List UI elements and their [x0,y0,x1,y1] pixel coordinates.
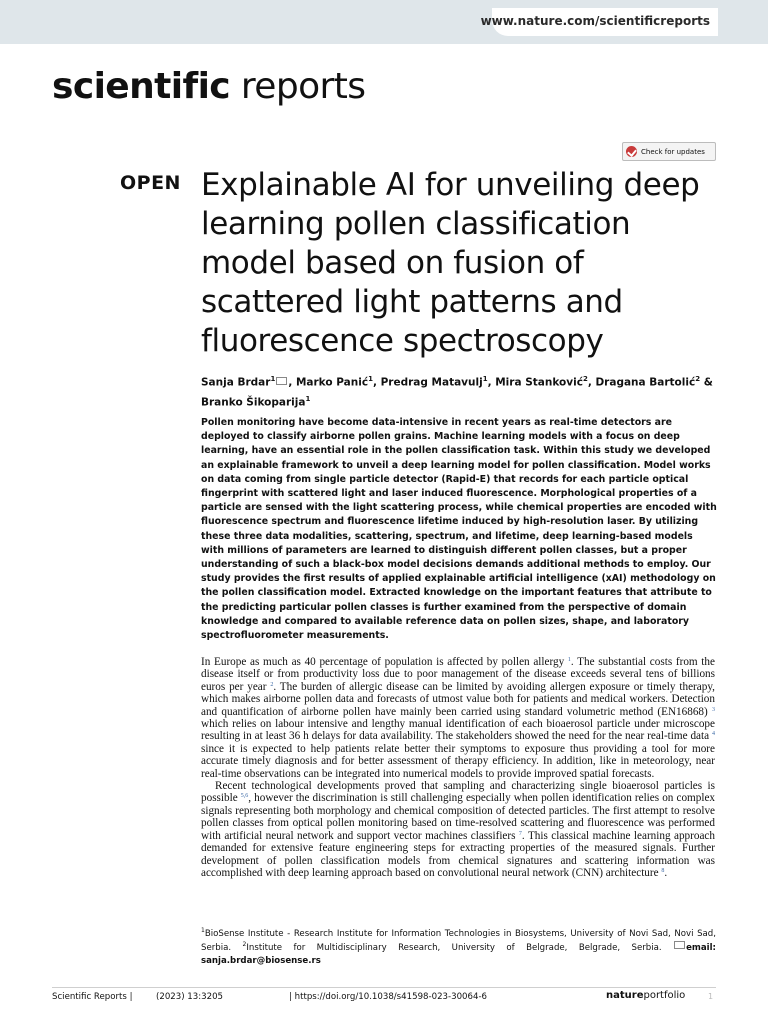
brand-rest: portfolio [643,990,686,1001]
brand-bold: nature [606,990,644,1001]
corresponding-email[interactable]: email: sanja.brdar@biosense.rs [201,943,716,966]
citation-link[interactable]: 8 [661,867,665,874]
abstract: Pollen monitoring have become data-intensive in recent years as real-time detectors are deployed to classify airborne pollen grains. Machine learning models with a focus on deep learning, have an essential role in the pollen classification task. Within this study we developed an explainable framework to unveil a deep learning model for pollen classification. Model works on data coming from single particle detector (Rapid-E) that records for each particle optical fingerprint with scattered light and laser induced fluorescence. Morphological properties of a particle are sensed with the light scattering process, while chemical properties are encoded with fluorescence spectrum and fluorescence lifetime induced by high-resolution laser. By utilizing these three data modalities, scattering, spectrum, and lifetime, deep learning-based models with millions of parameters are learned to distinguish different pollen classes, but a proper understanding of such a black-box model decisions demands additional methods to employ. Our study provides the first results of applied explainable artificial intelligence (xAI) methodology on the pollen classification model. Extracted knowledge on the important features that attribute to the predicting particular pollen classes is further examined from the perspective of domain knowledge and compared to available reference data on pollen sizes, shape, and laboratory spectrofluorometer measurements. [201,417,717,642]
affiliations: $^1$BioSense Institute - Research Institute for Information Technologies in Biosystems, University of Novi Sad, Novi Sad, Serbia. $^2$Institute for Multidisciplinary Research, University of Belgrade, Belgrade, Serbia. email: sanja.brdar@biosense.rs [201,927,716,966]
check-for-updates-label: Check for updates [641,147,705,156]
affiliation-mark: 1 [201,927,205,935]
check-for-updates-button[interactable] [622,142,716,161]
author-affiliation-mark: 1 [270,375,276,383]
author-affiliation-mark: 1 [482,375,488,383]
url-tab [480,8,718,36]
citation-link[interactable]: 2 [270,681,274,688]
author-name[interactable]: Sanja Brdar [201,376,271,389]
body-paragraph: In Europe as much as 40 percentage of population is affected by pollen allergy $^1$. The substantial costs from the disease itself or from productivity loss due to poor management of the disease exceeds several tens of billions euros per year $^2$. The burden of allergic disease can be limited by avoiding allergen exposure or timely therapy, which makes airborne pollen data and forecasts of utmost value both for patients and medical workers. Detection and quantification of airborne pollen have mainly been carried using standard volumetric method (EN16868) $^3$ which relies on labour intensive and lengthy manual identification of each bioaerosol particle under microscope resulting in at least 36 h delays for data availability. The stakeholders showed the need for the near real-time data $^4$ since it is expected to help patients relate better their symptoms to exposure thus providing a tool for more accurate timely diagnosis and for better assessment of therapy efficiency. In addition, like in meteorology, near real-time observations can be integrated into numerical models to provide improved spatial forecasts. [201,656,715,780]
nature-portfolio-logo [606,990,685,1001]
author-name[interactable]: Dragana Bartolić [595,376,696,389]
author-affiliation-mark: 2 [582,375,588,383]
check-circle-icon [626,146,637,157]
top-bar [0,0,768,44]
journal-logo[interactable] [52,66,365,107]
citation-link[interactable]: 4 [712,731,715,738]
article-title: Explainable AI for unveiling deep learning pollen classification model based on fusion of scattered light patterns and fluorescence spectroscopy [201,167,700,359]
journal-url-link[interactable]: www.nature.com/scientificreports [480,14,710,28]
page-number: 1 [708,992,714,1001]
affiliation-mark: 2 [242,941,247,949]
journal-logo-bold: scientific [52,66,231,107]
author-affiliation-mark: 1 [368,375,373,383]
envelope-icon[interactable] [276,377,287,385]
author-affiliation-mark: 2 [695,375,701,383]
journal-logo-rest: reports [230,66,366,107]
body-paragraph: Recent technological developments proved that sampling and characterizing single bioaerosol particles is possible $^{5,6}$, however the discrimination is still challenging especially when pollen identification relies on complex signals representing both morphology and chemical composition of detected particles. The first attempt to resolve pollen classes from optical pollen monitoring based on time-resolved scattering and fluorescence was performed with artificial neural network and support vector machines classifiers $^7$. This classical machine learning approach demanded for extensive feature engineering steps for extracting properties of the measured signals. Further development of pollen classification models from chemical signatures and scattering information was accomplished with deep learning approach based on convolutional neural network (CNN) architecture $^8$. [201,780,715,879]
citation-link[interactable]: 5,6 [240,793,249,800]
citation-link[interactable]: 1 [567,657,571,663]
body-text [201,656,715,879]
author-name[interactable]: Branko Šikoparija [201,396,306,408]
author-name[interactable]: Mira Stanković [495,376,583,389]
footer-journal: Scientific Reports | [52,992,133,1002]
footer-divider [52,987,716,988]
footer-volume: (2023) 13:3205 [156,992,224,1002]
author-name[interactable]: Marko Panić [295,376,369,389]
author-affiliation-mark: 1 [305,394,311,403]
envelope-icon [674,941,685,949]
open-access-label: OPEN [120,172,181,194]
citation-link[interactable]: 3 [712,706,715,713]
author-name[interactable]: Predrag Matavulj [380,376,483,389]
author-list: Sanja Brdar$^1$ , Marko Panić$^1$, Predrag Matavulj$^1$, Mira Stanković$^2$, Dragana Bartolić$^2$ & Branko Šikoparija$^1$ [201,375,713,408]
citation-link[interactable]: 7 [518,830,522,837]
footer-doi-link[interactable]: | https://doi.org/10.1038/s41598-023-30064-6 [289,992,488,1002]
